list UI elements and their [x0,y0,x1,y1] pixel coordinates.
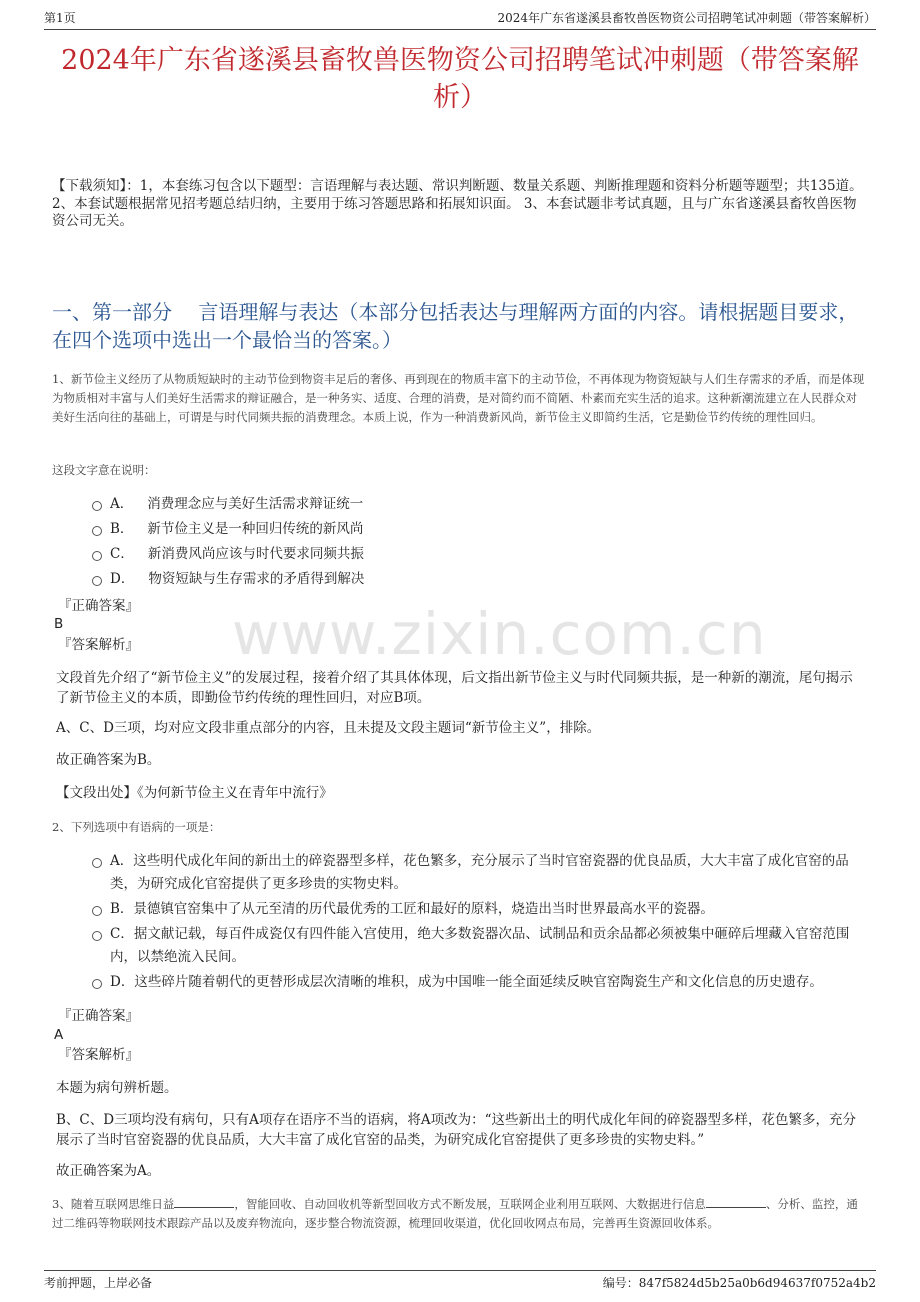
question-1-analysis: 文段首先介绍了“新节俭主义”的发展过程，接着介绍了其具体体现，后文指出新节俭主义与时代同频共振，是一种新的潮流，尾句揭示了新节俭主义的本质，即勤俭节约传统的理性回归，对应B项。 [56,670,853,706]
question-2-answer: A [54,1027,64,1043]
section-heading: 一、第一部分 言语理解与表达（本部分包括表达与理解两方面的内容。请根据题目要求，在四个选项中选出一个最恰当的答案。） [52,300,859,352]
footer-doc-id: 编号：847f5824d5b25a0b6d94637f0752a4b2 [602,1276,876,1290]
radio-icon[interactable] [92,551,102,561]
radio-icon[interactable] [92,576,102,586]
radio-icon[interactable] [92,526,102,536]
question-2-conclusion: 故正确答案为A。 [56,1163,161,1179]
option-c[interactable]: C．据文献记载，每百件成瓷仅有四件能入宫使用，绝大多数瓷器次品、试制品和贡余品都必须被集中砸碎后埋藏入官窑范围内，以禁绝流入民间。 [92,923,866,969]
question-1-stem: 这段文字意在说明： [52,463,156,477]
question-1-options [92,493,866,593]
radio-icon[interactable] [92,931,102,941]
question-1-conclusion: 故正确答案为B。 [56,752,161,768]
radio-icon[interactable] [92,501,102,511]
download-notice: 【下载须知】：1，本套练习包含以下题型：言语理解与表达题、常识判断题、数量关系题、判断推理题和资料分析题等题型；共135道。 2、本套试题根据常见招考题总结归纳，主要用于练习答题思路和拓展知识面。 3、本套试题非考试真题，且与广东省遂溪县畜牧兽医物资公司无关。 [52,178,863,229]
fill-blank [174,1196,234,1208]
question-1-answer: B [54,616,64,632]
page-header [44,10,876,30]
option-c[interactable]: C． 新消费风尚应该与时代要求同频共振 [92,543,866,566]
fill-blank [706,1196,766,1208]
correct-answer-label: 『正确答案』 [58,1008,139,1024]
question-1-text: 1、新节俭主义经历了从物质短缺时的主动节俭到物资丰足后的奢侈、再到现在的物质丰富下的主动节俭，不再体现为物资短缺与人们生存需求的矛盾，而是体现为物质相对丰富与人们美好生活需求的辩证融合，是一种务实、适度、合理的消费，是对简约而不简陋、朴素而充实生活的追求。这种新潮流建立在人民群众对美好生活向往的基础上，可谓是与时代同频共振的消费理念。本质上说，作为一种消费新风尚，新节俭主义即简约生活，它是勤俭节约传统的理性回归。 [52,372,865,424]
radio-icon[interactable] [92,858,102,868]
correct-answer-label: 『正确答案』 [58,598,139,614]
option-a[interactable]: A． 消费理念应与美好生活需求辩证统一 [92,493,866,516]
header-doc-title: 2024年广东省遂溪县畜牧兽医物资公司招聘笔试冲刺题（带答案解析） [497,11,876,25]
question-2-analysis: 本题为病句辨析题。 [56,1080,178,1096]
watermark: www.zixin.com.cn [232,600,767,668]
option-d[interactable]: D．这些碎片随着朝代的更替形成层次清晰的堆积，成为中国唯一能全面延续反映官窑陶瓷生产和文化信息的历史遗存。 [92,971,866,994]
option-d[interactable]: D． 物资短缺与生存需求的矛盾得到解决 [92,568,866,591]
option-b[interactable]: B．景德镇官窑集中了从元至清的历代最优秀的工匠和最好的原料，烧造出当时世界最高水平的瓷器。 [92,898,866,921]
question-1-analysis: A、C、D三项，均对应文段非重点部分的内容，且未提及文段主题词“新节俭主义”，排除。 [56,720,601,736]
document-title: 2024年广东省遂溪县畜牧兽医物资公司招聘笔试冲刺题（带答案解析） [61,45,859,113]
radio-icon[interactable] [92,906,102,916]
question-2-text: 2、下列选项中有语病的一项是： [52,820,221,834]
analysis-label: 『答案解析』 [58,637,139,653]
radio-icon[interactable] [92,979,102,989]
footer-slogan: 考前押题，上岸必备 [44,1276,153,1290]
page-footer [44,1270,876,1290]
option-b[interactable]: B． 新节俭主义是一种回归传统的新风尚 [92,518,866,541]
question-1-source: 【文段出处】《为何新节俭主义在青年中流行》 [56,785,333,801]
page-number: 第1页 [44,11,76,25]
option-a[interactable]: A．这些明代成化年间的新出土的碎瓷器型多样，花色繁多，充分展示了当时官窑瓷器的优良品质，大大丰富了成化官窑的品类，为研究成化官窑提供了更多珍贵的实物史料。 [92,850,866,896]
question-2-options [92,850,866,996]
question-3-text: 3、随着互联网思维日益 ，智能回收、自动回收机等新型回收方式不断发展，互联网企业利用互联网、大数据进行信息 、分析、监控，通过二维码等物联网技术跟踪产品以及废弃物流向，逐步整合物流资源，梳理回收渠道，优化回收网点布局，完善再生资源回收体系。 [52,1197,858,1230]
question-2-analysis: B、C、D三项均没有病句，只有A项存在语序不当的语病，将A项改为：“这些新出土的明代成化年间的碎瓷器型多样，花色繁多，充分展示了当时官窑瓷器的优良品质，大大丰富了成化官窑的品类，为研究成化官窑提供了更多珍贵的实物史料。” [56,1112,856,1148]
analysis-label: 『答案解析』 [58,1047,139,1063]
